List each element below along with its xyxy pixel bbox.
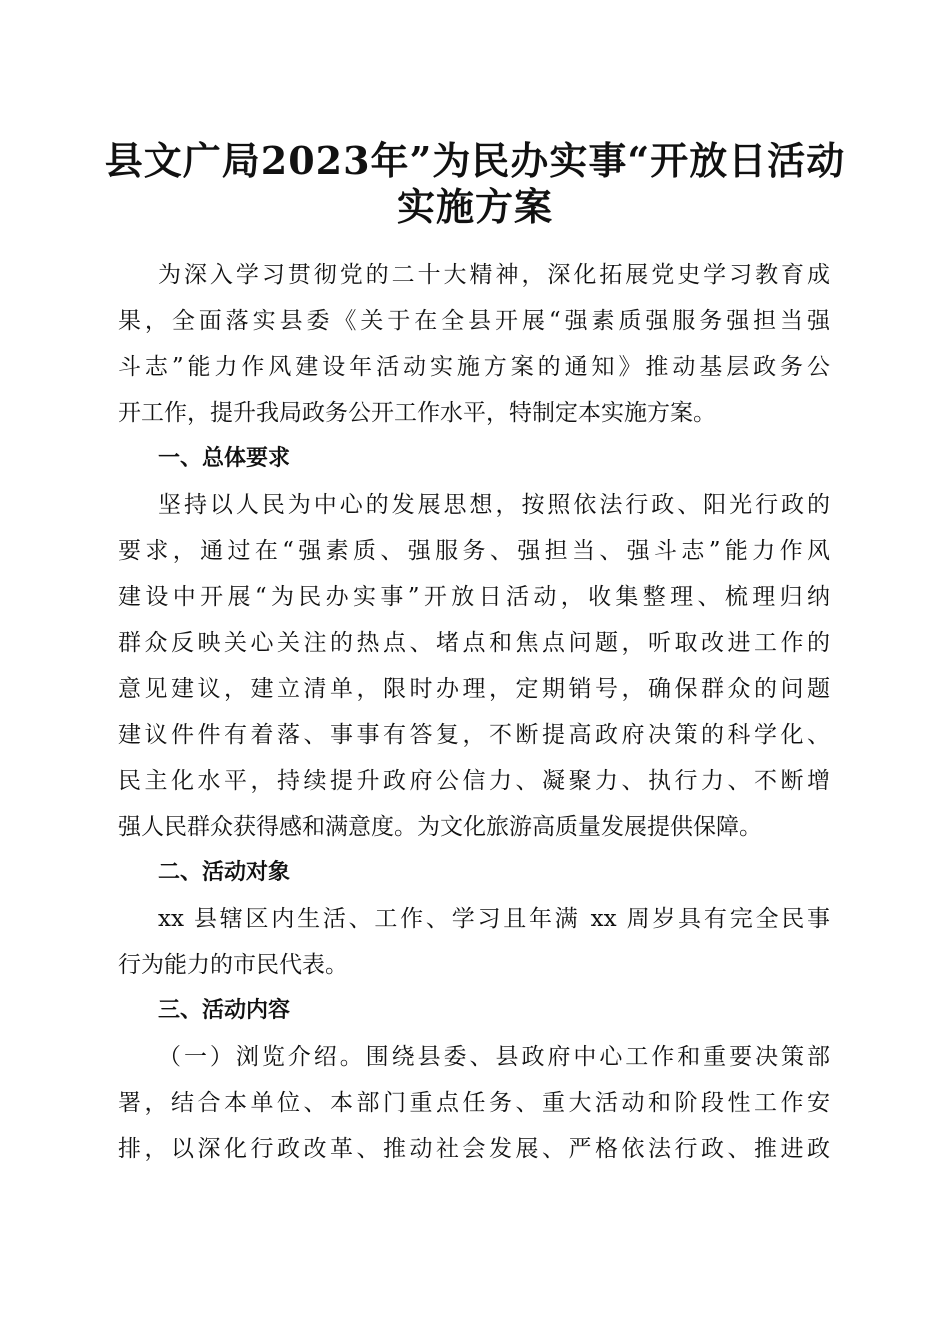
section1-line-1: 坚持以人民为中心的发展思想，按照依法行政、阳光行政的 <box>158 492 830 518</box>
section-heading-2: 二、活动对象 <box>158 860 291 885</box>
section2-line-1: xx 县辖区内生活、工作、学习且年满 xx 周岁具有完全民事 <box>158 906 830 932</box>
section1-line-8: 强人民群众获得感和满意度。为文化旅游高质量发展提供保障。 <box>118 814 762 840</box>
document-body <box>118 252 830 1172</box>
document-title-line-1: 县文广局2023年”为民办实事“开放日活动 <box>104 138 846 183</box>
section1-line-3: 建设中开展“为民办实事”开放日活动，收集整理、梳理归纳 <box>118 584 830 610</box>
section1-line-2: 要求，通过在“强素质、强服务、强担当、强斗志”能力作风 <box>118 538 830 564</box>
intro-line-3: 斗志”能力作风建设年活动实施方案的通知》推动基层政务公 <box>118 354 830 380</box>
document-title-line-2: 实施方案 <box>396 184 553 229</box>
section1-line-6: 建议件件有着落、事事有答复，不断提高政府决策的科学化、 <box>118 722 830 748</box>
section1-line-4: 群众反映关心关注的热点、堵点和焦点问题，听取改进工作的 <box>118 630 830 656</box>
section3-line-1: （一）浏览介绍。围绕县委、县政府中心工作和重要决策部 <box>158 1044 830 1070</box>
section2-line-2: 行为能力的市民代表。 <box>118 952 348 978</box>
section1-line-5: 意见建议，建立清单，限时办理，定期销号，确保群众的问题 <box>118 676 830 702</box>
section-heading-3: 三、活动内容 <box>158 998 291 1023</box>
intro-line-4: 开工作，提升我局政务公开工作水平，特制定本实施方案。 <box>118 400 716 426</box>
section1-line-7: 民主化水平，持续提升政府公信力、凝聚力、执行力、不断增 <box>118 768 830 794</box>
section-heading-1: 一、总体要求 <box>158 446 291 471</box>
intro-line-1: 为深入学习贯彻党的二十大精神，深化拓展党史学习教育成 <box>158 262 830 288</box>
section3-line-2: 署，结合本单位、本部门重点任务、重大活动和阶段性工作安 <box>118 1090 830 1116</box>
intro-line-2: 果，全面落实县委《关于在全县开展“强素质强服务强担当强 <box>118 308 830 334</box>
section3-line-3: 排，以深化行政改革、推动社会发展、严格依法行政、推进政 <box>118 1136 830 1162</box>
